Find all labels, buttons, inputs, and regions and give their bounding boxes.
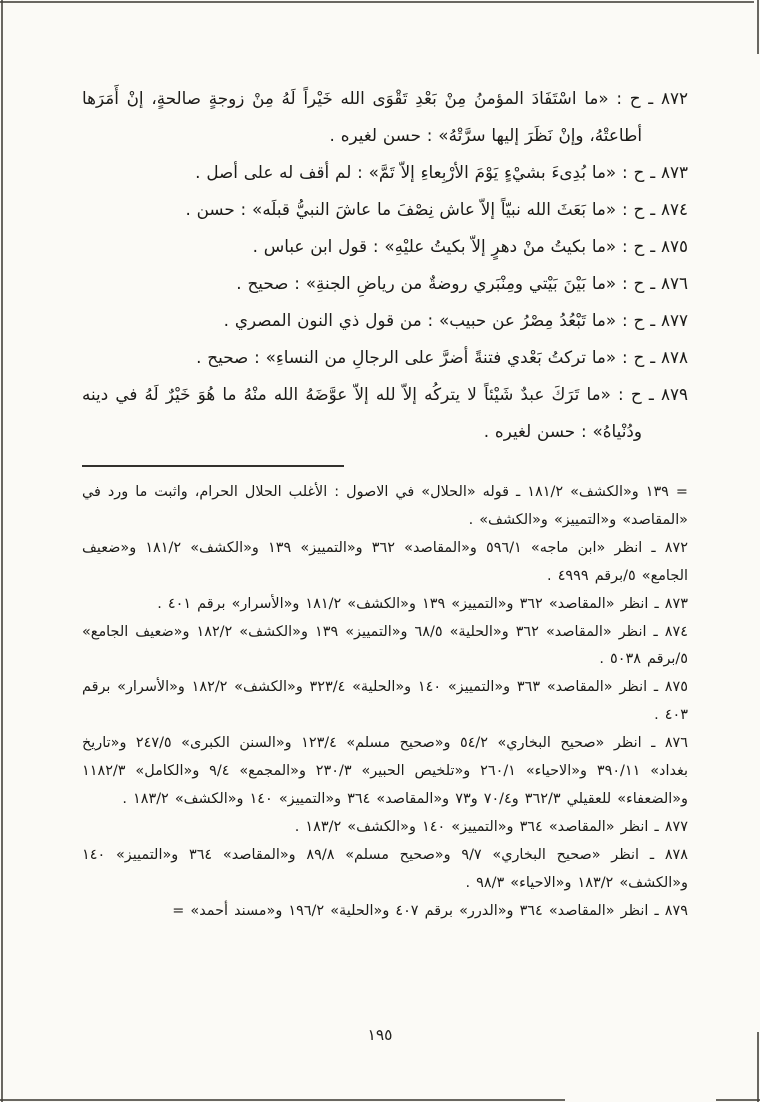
hadith-entries — [82, 80, 688, 450]
footnote-separator-rule — [82, 465, 344, 467]
footnote-text: ٨٧٥ ـ انظر «المقاصد» ٣٦٣ و«التمييز» ١٤٠ و«الحلية» ٣٢٣/٤ و«الكشف» ١٨٢/٢ و«الأسرار» برقم ٤٠٣ . — [82, 679, 688, 724]
footnote-text: ٨٧٣ ـ انظر «المقاصد» ٣٦٢ و«التمييز» ١٣٩ و«الكشف» ١٨١/٢ و«الأسرار» برقم ٤٠١ . — [157, 595, 688, 612]
scan-edge-bottom-right — [716, 1099, 760, 1101]
footnote — [82, 898, 688, 926]
entry-number: ٨٧٢ ـ ح : — [616, 88, 688, 108]
entry-number: ٨٧٣ ـ ح : — [622, 162, 688, 182]
footnote — [82, 814, 688, 842]
entry-number: ٨٧٤ ـ ح : — [622, 199, 688, 219]
entry-text: «ما تَبْعُدُ مِصْرُ عن حبيب» : من قول ذي النون المصري . — [223, 310, 617, 330]
footnote-text: ٨٧٧ ـ انظر «المقاصد» ٣٦٤ و«التمييز» ١٤٠ و«الكشف» ١٨٣/٢ . — [294, 818, 688, 835]
entry-text: «ما تَرَكَ عبدٌ شَيْئاً لا يتركُه إلاّ لله إلاّ عوَّضَهُ الله منْهُ ما هُوَ خَيْرٌ لَهُ في دينه ودُنْياهُ» : حسن لغيره . — [82, 384, 642, 441]
entry-text: «ما بكيتُ منْ دهرٍ إلاّ بكيتُ عليْهِ» : قول ابن عباس . — [252, 236, 617, 256]
footnote-text: ٨٧٤ ـ انظر «المقاصد» ٣٦٢ و«الحلية» ٦٨/٥ و«التمييز» ١٣٩ و«الكشف» ١٨٢/٢ و«ضعيف الجامع» ٥/برقم ٥٠٣٨ . — [82, 623, 688, 668]
footnote — [82, 730, 688, 814]
footnote-text: ٨٧٦ ـ انظر «صحيح البخاري» ٥٤/٢ و«صحيح مسلم» ١٢٣/٤ و«السنن الكبرى» ٢٤٧/٥ و«تاريخ بغداد» ٣٩٠/١١ و«الاحياء» ٢٦٠/١ و«تلخيص الحبير» ٢٣٠/٣ و«المجمع» ٩/٤ و«الكامل» ١١٨٢/٣ و«الضعفاء» للعقيلي ٣٦٢/٣ و٧٠/٤ و٧٣ و«المقاصد» ٣٦٤ و«التمييز» ١٤٠ و«الكشف» ١٨٣/٢ . — [82, 735, 689, 807]
footnote — [82, 674, 688, 730]
footnotes-section — [82, 479, 688, 926]
hadith-entry — [82, 339, 688, 376]
footnote-text: ٨٧٢ ـ انظر «ابن ماجه» ٥٩٦/١ و«المقاصد» ٣٦٢ و«التمييز» ١٣٩ و«الكشف» ١٨١/٢ و«ضعيف الجامع» ٥/برقم ٤٩٩٩ . — [82, 539, 688, 584]
footnote — [82, 479, 688, 535]
hadith-entry — [82, 302, 688, 339]
footnote-text: ٨٧٩ ـ انظر «المقاصد» ٣٦٤ و«الدرر» برقم ٤٠٧ و«الحلية» ١٩٦/٢ و«مسند أحمد» = — [172, 902, 688, 919]
footnote — [82, 535, 688, 591]
hadith-entry — [82, 265, 688, 302]
scan-edge-bottom — [0, 1099, 565, 1101]
entry-number: ٨٧٨ ـ ح : — [622, 347, 688, 367]
entry-text: «ما بَيْنَ بَيْتي ومِنْبَري روضةٌ من رياضِ الجنةِ» : صحيح . — [236, 273, 617, 293]
entry-text: «ما تركتُ بَعْدي فتنةً أضرَّ على الرجالِ من النساءِ» : صحيح . — [196, 347, 617, 367]
entry-number: ٨٧٦ ـ ح : — [622, 273, 688, 293]
page-number: ١٩٥ — [367, 1026, 393, 1044]
footnote — [82, 619, 688, 675]
footnote-text: ٨٧٨ ـ انظر «صحيح البخاري» ٩/٧ و«صحيح مسلم» ٨٩/٨ و«المقاصد» ٣٦٤ و«التمييز» ١٤٠ و«الكشف» ١٨٣/٢ و«الاحياء» ٩٨/٣ . — [82, 846, 689, 891]
hadith-entry — [82, 376, 688, 450]
footnote — [82, 591, 688, 619]
footnote-text: = ١٣٩ و«الكشف» ١٨١/٢ ـ قوله «الحلال» في الاصول : الأغلب الحلال الحرام، واثبت ما ورد في «المقاصد» و«التمييز» و«الكشف» . — [82, 484, 688, 528]
hadith-entry — [82, 80, 688, 154]
entry-number: ٨٧٩ ـ ح : — [618, 384, 688, 404]
entry-number: ٨٧٥ ـ ح : — [622, 236, 688, 256]
entry-text: «ما بَعَثَ الله نبيّاً إلاّ عاش نِصْفَ ما عاشَ النبيُّ قبلَه» : حسن . — [185, 199, 617, 219]
scan-edge-top — [0, 1, 754, 3]
entry-number: ٨٧٧ ـ ح : — [622, 310, 688, 330]
hadith-entry — [82, 154, 688, 191]
hadith-entry — [82, 191, 688, 228]
hadith-entry — [82, 228, 688, 265]
entry-text: «ما اسْتَفَادَ المؤمنُ مِنْ بَعْدِ تَقْوَى الله خَيْراً لَهُ مِنْ زوجةٍ صالحةٍ، إنْ أَمَرَها أطاعتْهُ، وإنْ نَظَرَ إليها سرَّتْهُ» : حسن لغيره . — [82, 88, 642, 145]
page-content — [82, 80, 688, 926]
footnote — [82, 842, 688, 898]
entry-text: «ما بُدِىءَ بشيْءٍ يَوْمَ الأرْبِعاءِ إلاّ تَمَّ» : لم أقف له على أصل . — [195, 162, 617, 182]
scan-edge-left — [1, 0, 3, 1102]
scan-edge-right-top — [757, 0, 759, 54]
